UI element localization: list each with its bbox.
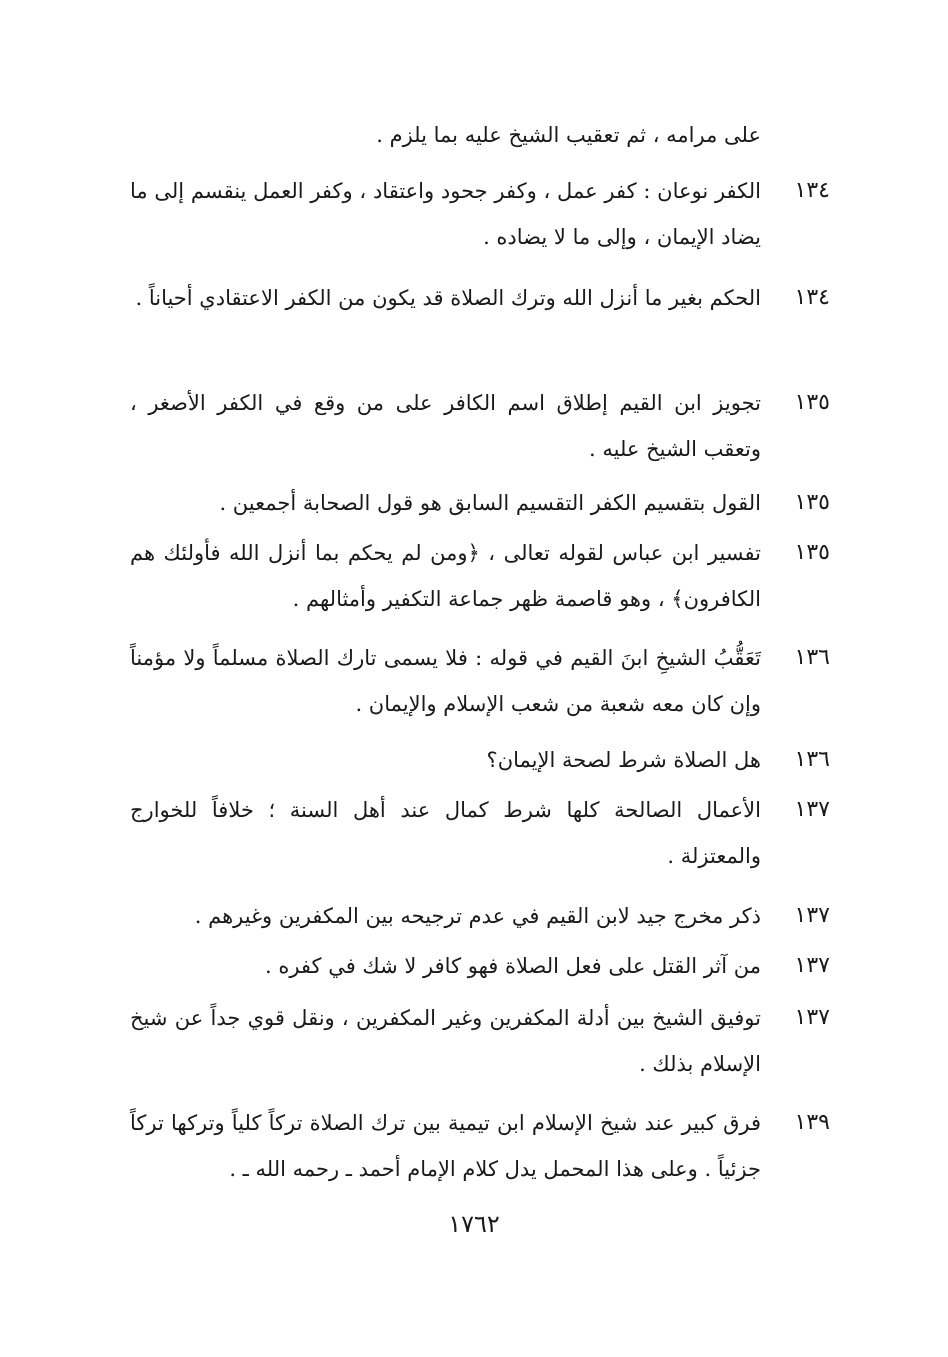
page-number: ١٧٦٢ [448,1210,500,1238]
continuation-line: على مرامه ، ثم تعقيب الشيخ عليه بما يلزم . [376,123,761,147]
entry-text: من آثر القتل على فعل الصلاة فهو كافر لا شك في كفره . [264,954,761,978]
index-entry [130,1100,830,1192]
entry-text: الحكم بغير ما أنزل الله وترك الصلاة قد يكون من الكفر الاعتقادي أحياناً . [135,286,761,310]
index-entry [130,635,830,727]
index-entry [130,995,830,1087]
page-reference: ١٣٧ [794,797,830,822]
index-entry [130,530,830,622]
entry-text: تَعَقُّبُ الشيخِ ابنَ القيم في قوله : فلا يسمى تارك الصلاة مسلماً ولا مؤمناً وإن كان معه شعبة من شعب الإسلام والإيمان . [130,646,761,716]
entry-text: فرق كبير عند شيخ الإسلام ابن تيمية بين ترك الصلاة تركاً كلياً وتركها تركاً جزئياً . وعلى هذا المحمل يدل كلام الإمام أحمد ـ رحمه الله ـ . [130,1111,761,1181]
entry-text: تجويز ابن القيم إطلاق اسم الكافر على من وقع في الكفر الأصغر ، وتعقب الشيخ عليه . [130,391,761,461]
page-reference: ١٣٥ [794,490,830,515]
entry-text: تفسير ابن عباس لقوله تعالى ، ﴿ومن لم يحكم بما أنزل الله فأولئك هم الكافرون﴾ ، وهو قاصمة ظهر جماعة التكفير وأمثالهم . [130,541,761,611]
page-reference: ١٣٦ [794,645,830,670]
index-entry [130,168,830,260]
page-reference: ١٣٩ [794,1110,830,1135]
page-reference: ١٣٤ [794,178,830,203]
page-reference: ١٣٦ [794,747,830,772]
page-reference: ١٣٤ [794,285,830,310]
entry-text: الأعمال الصالحة كلها شرط كمال عند أهل السنة ؛ خلافاً للخوارج والمعتزلة . [130,798,761,868]
page-reference: ١٣٧ [794,903,830,928]
entry-text: توفيق الشيخ بين أدلة المكفرين وغير المكفرين ، ونقل قوي جداً عن شيخ الإسلام بذلك . [130,1006,761,1076]
index-entry [130,787,830,879]
index-entry [130,480,830,526]
index-entry [130,275,830,321]
index-entry [130,380,830,472]
entry-text: القول بتقسيم الكفر التقسيم السابق هو قول الصحابة أجمعين . [219,491,761,515]
entry-text: هل الصلاة شرط لصحة الإيمان؟ [486,748,761,772]
page-reference: ١٣٥ [794,540,830,565]
index-entry [130,737,830,783]
page-reference: ١٣٧ [794,953,830,978]
page-reference: ١٣٥ [794,390,830,415]
entry-text: ذكر مخرج جيد لابن القيم في عدم ترجيحه بين المكفرين وغيرهم . [194,904,761,928]
page-reference: ١٣٧ [794,1005,830,1030]
index-entry [130,893,830,939]
index-entry [130,943,830,989]
entry-text: الكفر نوعان : كفر عمل ، وكفر جحود واعتقاد ، وكفر العمل ينقسم إلى ما يضاد الإيمان ، وإلى ما لا يضاده . [130,179,761,249]
